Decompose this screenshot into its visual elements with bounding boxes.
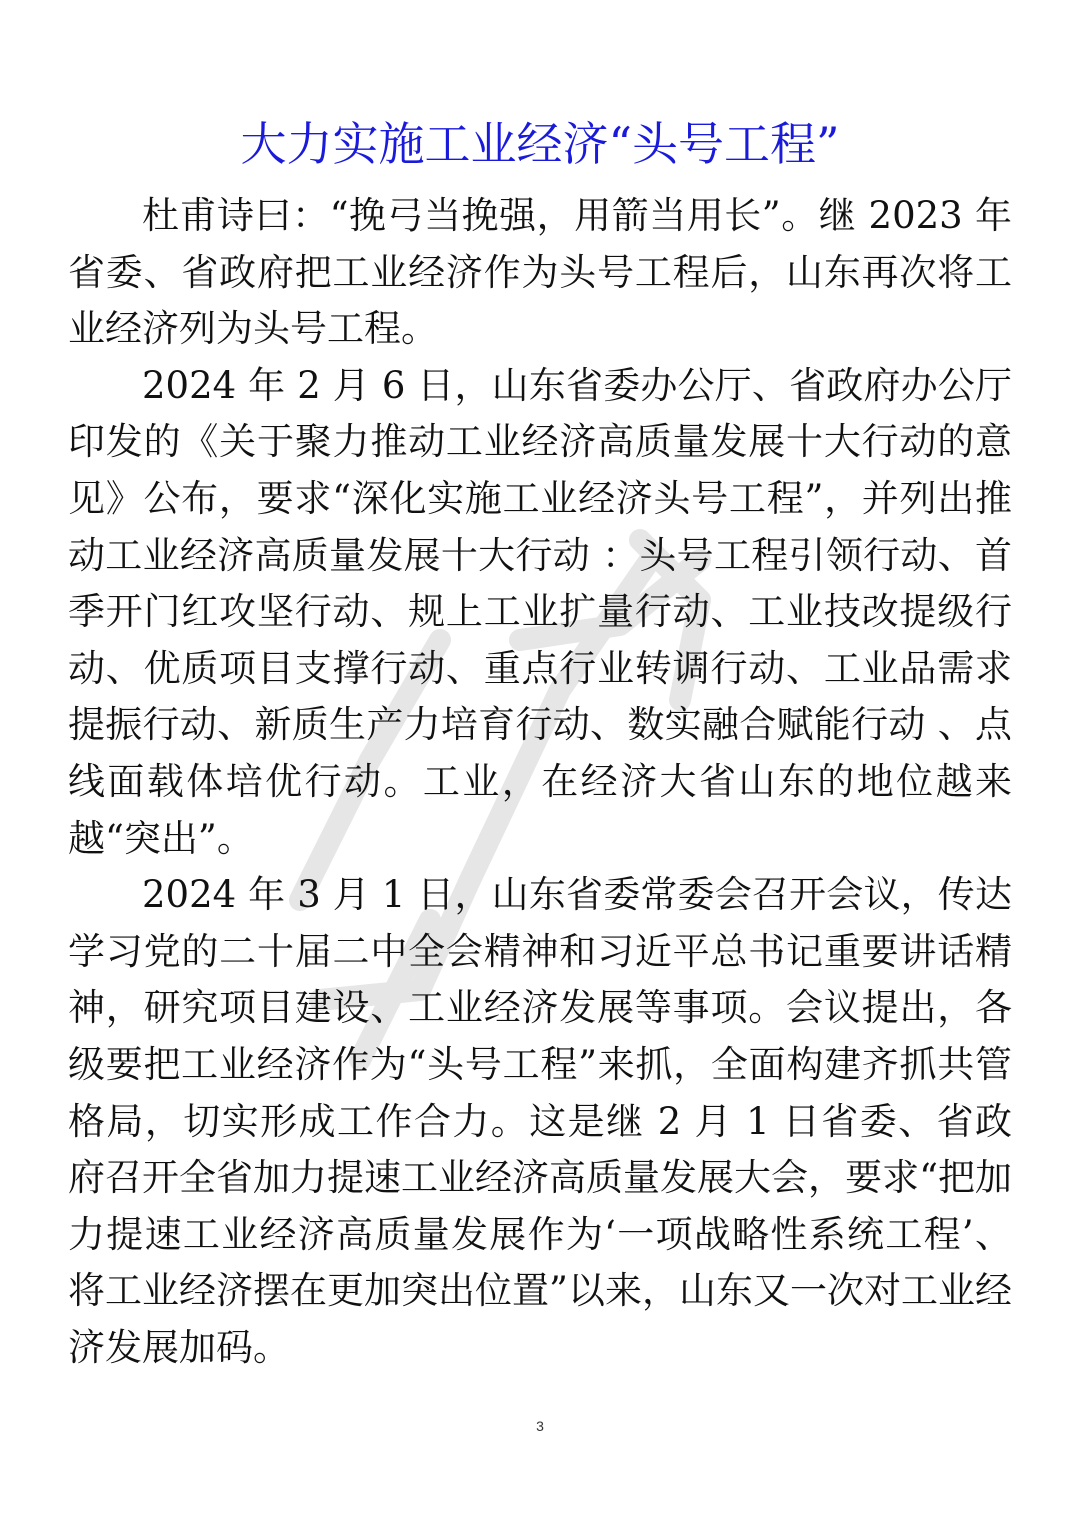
page-number: 3 — [536, 1418, 544, 1434]
paragraph-2: 2024 年 2 月 6 日，山东省委办公厅、省政府办公厅印发的《关于聚力推动工业经济高质量发展十大行动的意见》公布，要求“深化实施工业经济头号工程”，并列出推动工业经济高质量发展十大行动 ：头号工程引领行动、首季开门红攻坚行动、规上工业扩量行动、工业技改提级行动、优质项目支撑行动、重点行业转调行动、工业品需求提振行动、新质生产力培育行动、数实融合赋能行动 、点线面载体培优行动。工业，在经济大省山东的地位越来越“突出”。 — [68, 363, 1012, 860]
paragraph-1: 杜甫诗曰：“挽弓当挽强，用箭当用长”。继 2023 年省委、省政府把工业经济作为头号工程后，山东再次将工业经济列为头号工程。 — [68, 194, 1012, 351]
document-body — [68, 188, 1012, 1376]
document-title: 大力实施工业经济“头号工程” — [240, 117, 840, 171]
paragraph-3: 2024 年 3 月 1 日，山东省委常委会召开会议，传达学习党的二十届二中全会精神和习近平总书记重要讲话精神，研究项目建设、工业经济发展等事项。会议提出，各级要把工业经济作为“头号工程”来抓，全面构建齐抓共管格局，切实形成工作合力。这是继 2 月 1 日省委、省政府召开全省加力提速工业经济高质量发展大会，要求“把加力提速工业经济高质量发展作为‘一项战略性系统工程’、将工业经济摆在更加突出位置”以来，山东又一次对工业经济发展加码。 — [68, 873, 1012, 1369]
